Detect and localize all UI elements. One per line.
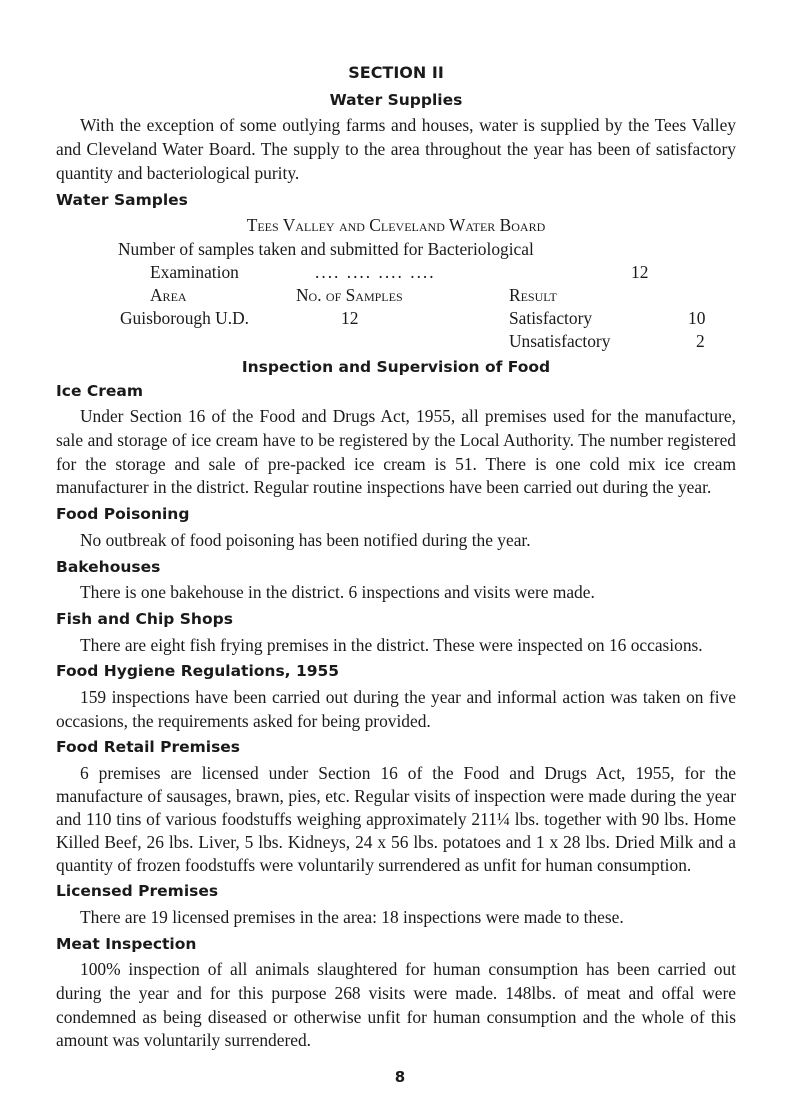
section-subtitle: Water Supplies <box>329 90 463 109</box>
leader-dots: .... .... .... .... <box>315 261 436 282</box>
section-text: Under Section 16 of the Food and Drugs Act, 1955, all premises used for the manufacture, sale and storage of ice cream have to be registered by the Local Authority. The number registered for the storage and sale of pre-packed ice cream is 51. There is one cold mix ice cream manufacturer in the district. Regular routine inspections have been carried out during the year. <box>56 406 736 498</box>
cell-count-satisfactory: 10 <box>688 307 706 328</box>
section-heading: Ice Cream <box>56 381 144 400</box>
section-title: SECTION II <box>348 63 444 82</box>
section-heading: Food Hygiene Regulations, 1955 <box>56 662 340 681</box>
samples-examination-label: Examination <box>150 261 239 282</box>
section-heading: Food Poisoning <box>56 505 190 524</box>
section-text: 100% inspection of all animals slaughtered for human consumption has been carried out during the year and for this purpose 268 visits were made. 148lbs. of meat and offal were condemned as being diseased or otherwise unfit for human consumption and the whole of this amount was voluntarily surrendered. <box>56 959 736 1051</box>
section-text: There is one bakehouse in the district. 6 inspections and visits were made. <box>80 582 595 603</box>
water-samples-table <box>56 238 736 351</box>
section-text: No outbreak of food poisoning has been notified during the year. <box>80 529 531 550</box>
section-heading: Meat Inspection <box>56 934 197 953</box>
water-samples-heading: Water Samples <box>56 190 188 209</box>
page-content <box>56 61 736 1053</box>
col-header-samples: No. of Samples <box>296 284 403 305</box>
col-header-area: Area <box>150 284 187 305</box>
section-heading: Fish and Chip Shops <box>56 609 233 628</box>
section-text: 6 premises are licensed under Section 16 of the Food and Drugs Act, 1955, for the manufacture of sausages, brawn, pies, etc. Regular visits of inspection were made during the year and 110 tins of various foodstuffs weighing approximately 211¼ lbs. together with 90 lbs. Home Killed Beef, 26 lbs. Liver, 5 lbs. Kidneys, 24 x 56 lbs. potatoes and 1 x 28 lbs. Dried Milk and a quantity of frozen foodstuffs were voluntarily surrendered as unfit for human consumption. <box>56 763 736 876</box>
section-heading: Food Retail Premises <box>56 738 241 757</box>
section-text: 159 inspections have been carried out during the year and informal action was taken on five occasions, the requirements asked for being provided. <box>56 687 736 731</box>
cell-count-unsatisfactory: 2 <box>696 330 705 351</box>
water-board-name: Tees Valley and Cleveland Water Board <box>246 215 546 236</box>
page-number: 8 <box>394 1068 406 1086</box>
section-heading: Bakehouses <box>56 557 161 576</box>
section-text: There are eight fish frying premises in the district. These were inspected on 16 occasions. <box>80 634 703 655</box>
cell-area: Guisborough U.D. <box>120 307 249 328</box>
col-header-result: Result <box>509 284 557 305</box>
samples-total: 12 <box>631 261 649 282</box>
cell-result-satisfactory: Satisfactory <box>509 307 593 328</box>
section-text: There are 19 licensed premises in the area: 18 inspections were made to these. <box>80 906 624 927</box>
cell-samples: 12 <box>341 307 359 328</box>
inspection-title: Inspection and Supervision of Food <box>241 357 551 376</box>
water-intro-paragraph: With the exception of some outlying farms and houses, water is supplied by the Tees Valley and Cleveland Water Board. The supply to the area throughout the year has been of satisfactory quantity and bacteriological purity. <box>56 115 736 183</box>
samples-description: Number of samples taken and submitted for Bacteriological <box>118 238 534 259</box>
section-heading: Licensed Premises <box>56 882 219 901</box>
cell-result-unsatisfactory: Unsatisfactory <box>509 330 611 351</box>
